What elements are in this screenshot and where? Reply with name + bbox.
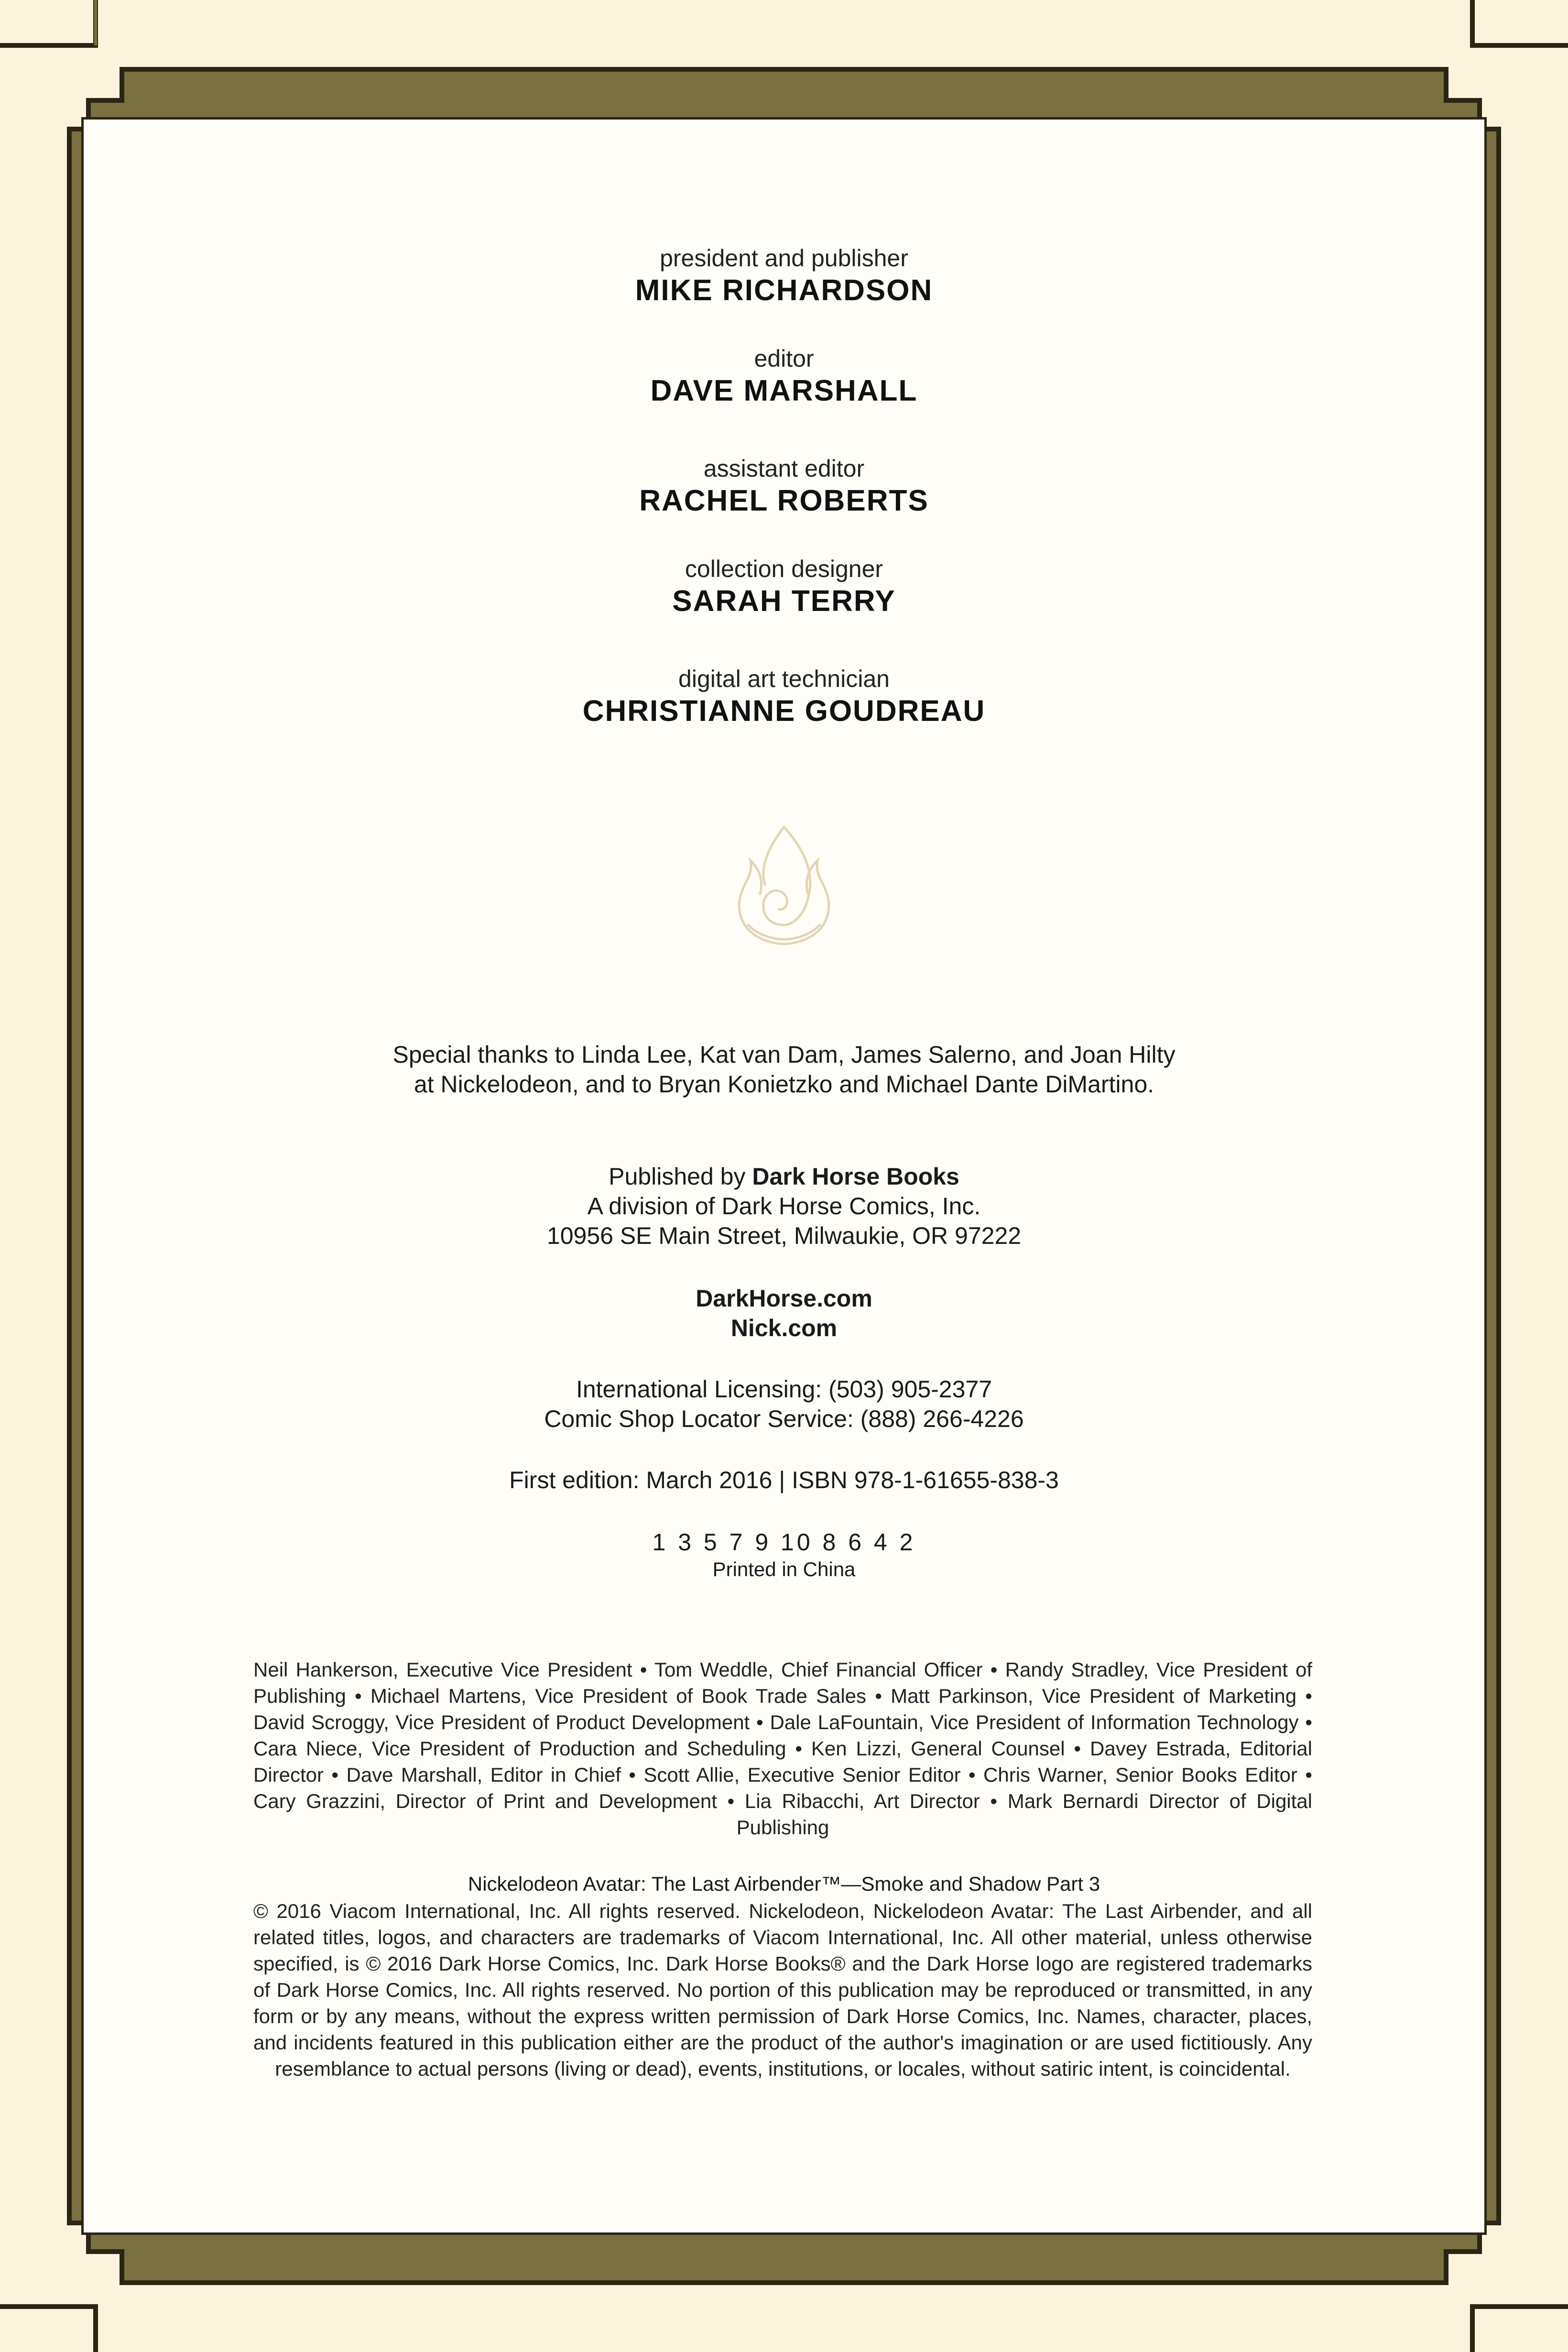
edition-isbn: First edition: March 2016 | ISBN 978-1-61655-838-3 xyxy=(509,1467,1059,1493)
credit-role: assistant editor xyxy=(703,455,865,482)
division-line: A division of Dark Horse Comics, Inc. xyxy=(587,1193,981,1220)
publisher-info xyxy=(84,1162,1484,1251)
website-link[interactable]: DarkHorse.com xyxy=(696,1285,872,1312)
address-line: 10956 SE Main Street, Milwaukie, OR 97222 xyxy=(546,1222,1022,1249)
thanks-line: Special thanks to Linda Lee, Kat van Dam, James Salerno, and Joan Hilty xyxy=(392,1041,1176,1068)
contact-line: International Licensing: (503) 905-2377 xyxy=(576,1376,992,1403)
credit-block xyxy=(84,664,1484,730)
credit-role: president and publisher xyxy=(660,245,908,272)
special-thanks xyxy=(84,1040,1484,1099)
legal-paragraph: © 2016 Viacom International, Inc. All rights reserved. Nickelodeon, Nickelodeon Avatar: The Last Airbender, and all related titles, logos, and characters are trademarks of Viacom International, Inc. All other material, unless otherwise specified, is © 2016 Dark Horse Comics, Inc. Dark Horse Books® and the Dark Horse logo are registered trademarks of Dark Horse Comics, Inc. All rights reserved. No portion of this publication may be reproduced or transmitted, in any form or by any means, without the express written permission of Dark Horse Comics, Inc. Names, character, places, and incidents featured in this publication either are the product of the author's imagination or are used fictitiously. Any resemblance to actual persons (living or dead), events, institutions, or locales, without satiric intent, is coincidental. xyxy=(253,1900,1312,2080)
credit-name: CHRISTIANNE GOUDREAU xyxy=(582,695,986,728)
credit-block xyxy=(84,344,1484,409)
credit-block xyxy=(84,244,1484,309)
published-by-label: Published by xyxy=(609,1163,746,1190)
number-line: 1 3 5 7 9 10 8 6 4 2 xyxy=(652,1529,916,1556)
legal-title-text: Nickelodeon Avatar: The Last Airbender™—Smoke and Shadow Part 3 xyxy=(468,1873,1100,1895)
colophon-page xyxy=(84,120,1484,2232)
credit-name: MIKE RICHARDSON xyxy=(635,274,933,307)
staff-paragraph: Neil Hankerson, Executive Vice President • Tom Weddle, Chief Financial Officer • Randy Stradley, Vice President of Publishing • Michael Martens, Vice President of Book Trade Sales • Matt Parkinson, Vice President of Marketing • David Scroggy, Vice President of Product Development • Dale LaFountain, Vice President of Information Technology • Cara Niece, Vice President of Production and Scheduling • Ken Lizzi, General Counsel • Davey Estrada, Editorial Director • Dave Marshall, Editor in Chief • Scott Allie, Executive Senior Editor • Chris Warner, Senior Books Editor • Cary Grazzini, Director of Print and Development • Lia Ribacchi, Art Director • Mark Bernardi Director of Digital Publishing xyxy=(253,1658,1312,1839)
credit-block xyxy=(84,555,1484,620)
published-by-line xyxy=(84,1162,1484,1191)
contact-info xyxy=(84,1374,1484,1434)
imprint-name: Dark Horse Books xyxy=(752,1163,959,1190)
credit-name: DAVE MARSHALL xyxy=(650,374,918,407)
printing-info xyxy=(84,1527,1484,1582)
edition-line xyxy=(84,1465,1484,1495)
websites xyxy=(84,1284,1484,1343)
credit-name: SARAH TERRY xyxy=(672,585,896,618)
credit-name: RACHEL ROBERTS xyxy=(639,484,929,517)
fire-nation-emblem-icon xyxy=(719,822,849,951)
credit-role: editor xyxy=(754,345,814,372)
credit-role: collection designer xyxy=(685,555,883,582)
legal-title xyxy=(84,1872,1484,1896)
printed-in: Printed in China xyxy=(712,1558,856,1580)
credit-role: digital art technician xyxy=(678,665,890,692)
contact-line: Comic Shop Locator Service: (888) 266-4226 xyxy=(544,1405,1024,1432)
credit-block xyxy=(84,454,1484,519)
website-link[interactable]: Nick.com xyxy=(730,1315,838,1341)
thanks-line: at Nickelodeon, and to Bryan Konietzko and Michael Dante DiMartino. xyxy=(414,1071,1154,1098)
